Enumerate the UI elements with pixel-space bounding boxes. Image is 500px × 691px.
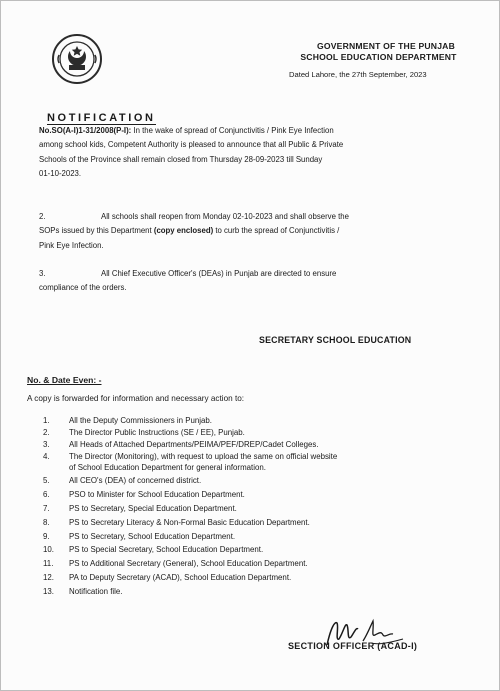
list-item: 10. PS to Special Secretary, School Education Department.	[43, 545, 264, 554]
list-item: of School Education Department for general information.	[69, 463, 266, 472]
notification-title: NOTIFICATION	[47, 112, 156, 124]
list-item: 4. The Director (Monitoring), with request to upload the same on official website	[43, 452, 338, 461]
list-item: 1. All the Deputy Commissioners in Punjab.	[43, 416, 212, 425]
list-item: 6. PSO to Minister for School Education Department.	[43, 490, 245, 499]
issue-date: Dated Lahore, the 27th September, 2023	[289, 70, 427, 79]
no-and-date-even: No. & Date Even: -	[27, 375, 102, 385]
copy-forward-intro: A copy is forwarded for information and necessary action to:	[27, 394, 245, 403]
list-item: 11. PS to Additional Secretary (General), School Education Department.	[43, 559, 308, 568]
list-item: 2. The Director Public Instructions (SE / EE), Punjab.	[43, 428, 245, 437]
list-item: 7. PS to Secretary, Special Education Department.	[43, 504, 237, 513]
section-officer-title: SECTION OFFICER (ACAD-I)	[288, 641, 418, 651]
paragraph-2: 2. All schools shall reopen from Monday 02-10-2023 and shall observe the SOPs issued by this Department (copy enclosed) to curb the spread of Conjunctivitis / Pink Eye Infection.	[39, 212, 349, 250]
list-item: 12. PA to Deputy Secretary (ACAD), School Education Department.	[43, 573, 292, 582]
list-item: 13. Notification file.	[43, 587, 123, 596]
govt-title: GOVERNMENT OF THE PUNJAB	[316, 41, 455, 51]
list-item: 9. PS to Secretary, School Education Department.	[43, 532, 236, 541]
paragraph-1: No.SO(A-I)1-31/2008(P-I): In the wake of spread of Conjunctivitis / Pink Eye Infection among school kids, Competent Authority is pleased to announce that all Public & Private Schools of the Province shall remain closed from Thursday 28-09-2023 till Sunday 01-10-2023.	[39, 126, 344, 179]
paragraph-3: 3. All Chief Executive Officer's (DEAs) in Punjab are directed to ensure compliance of the orders.	[39, 269, 337, 293]
punjab-seal-logo	[51, 33, 103, 85]
list-item: 5. All CEO's (DEA) of concerned district.	[43, 476, 202, 485]
reference-number: No.SO(A-I)1-31/2008(P-I):	[39, 126, 132, 135]
department-title: SCHOOL EDUCATION DEPARTMENT	[300, 52, 457, 62]
secretary-signature-title: SECRETARY SCHOOL EDUCATION	[259, 335, 412, 345]
list-item: 8. PS to Secretary Literacy & Non-Formal Basic Education Department.	[43, 518, 310, 527]
list-item: 3. All Heads of Attached Departments/PEIMA/PEF/DREP/Cadet Colleges.	[43, 440, 319, 449]
